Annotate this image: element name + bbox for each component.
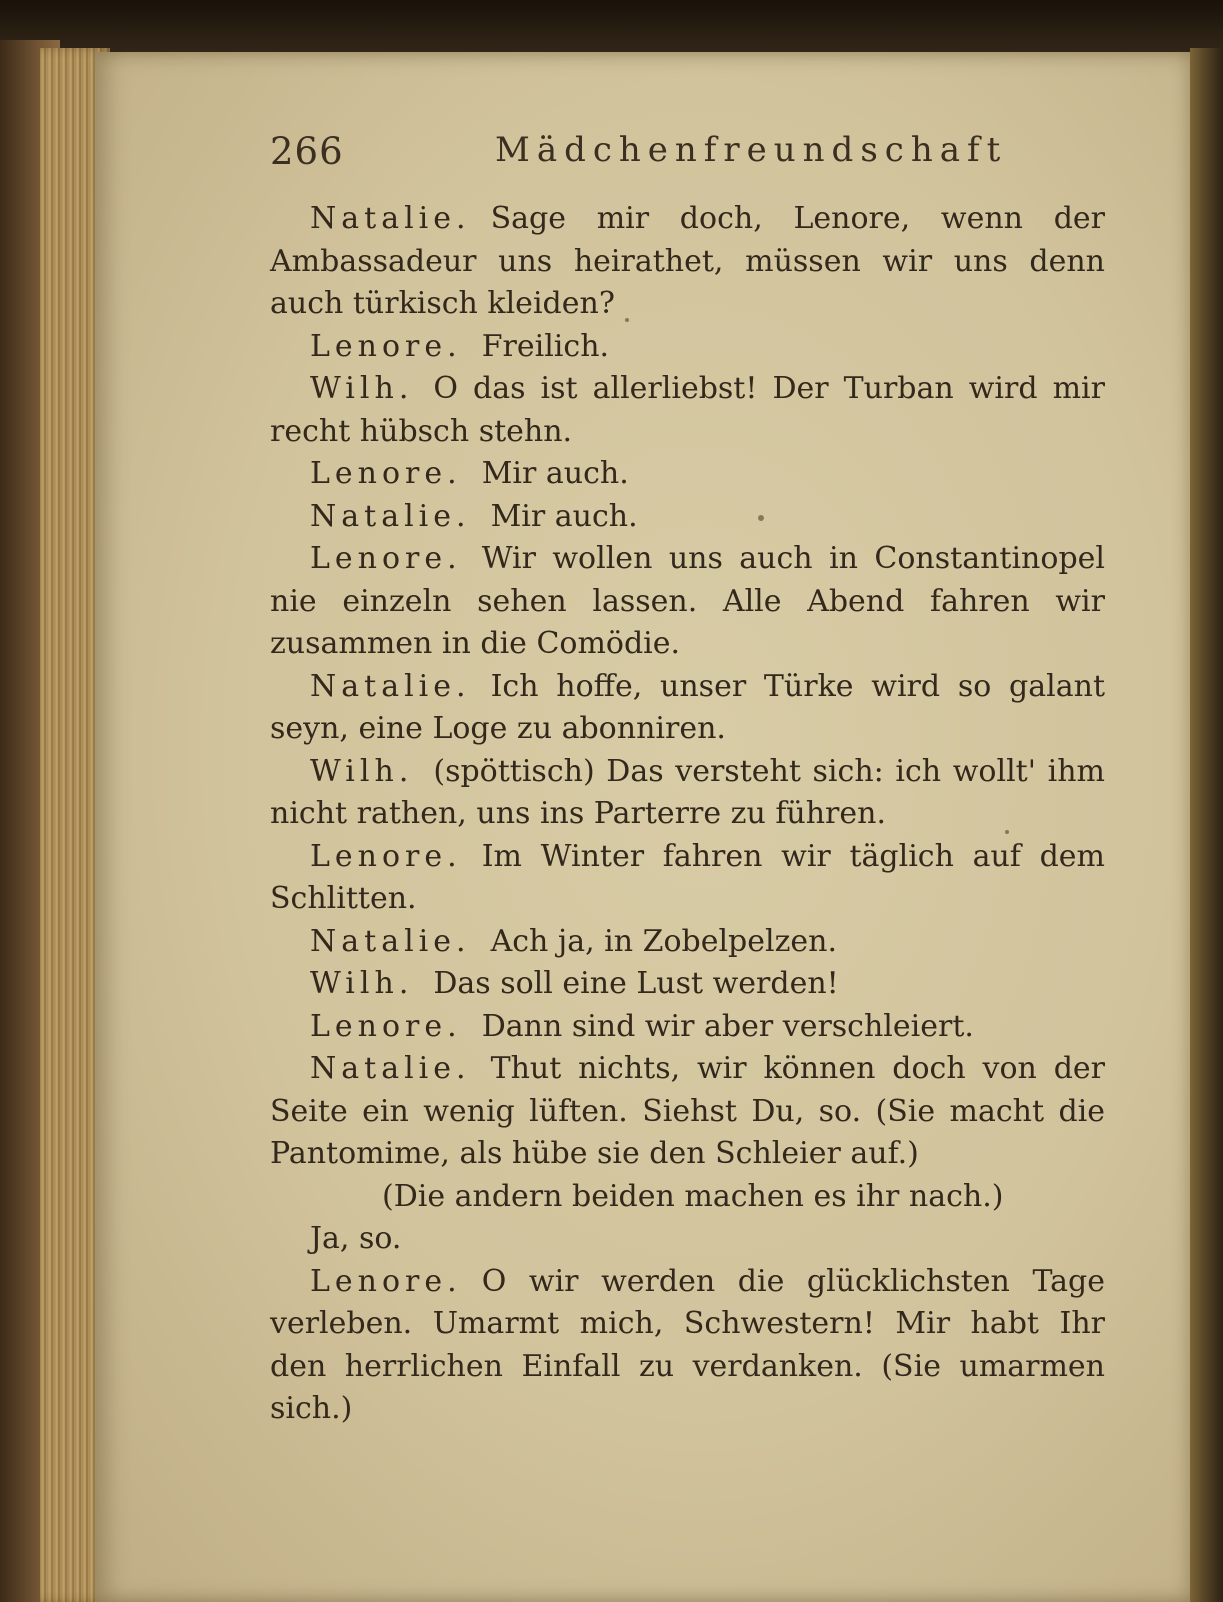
dialogue-line (270, 836, 1105, 921)
speech-text: Im Winter fahren wir täglich auf dem Schlitten. (270, 838, 1105, 916)
dialogue-line (270, 666, 1105, 751)
dialogue-line (270, 963, 1105, 1006)
speaker-name: Natalie. (310, 498, 471, 534)
speech-text: Wir wollen uns auch in Constantinopel nie einzeln sehen lassen. Alle Abend fahren wir zusammen in die Comödie. (270, 541, 1105, 661)
speech-text: O wir werden die glücklichsten Tage verleben. Umarmt mich, Schwestern! Mir habt Ihr den herrlichen Einfall zu verdanken. (Sie umarmen sich.) (270, 1263, 1105, 1426)
speech-text: Ja, so. (310, 1221, 402, 1256)
speaker-name: Lenore. (310, 328, 462, 364)
stage-direction (270, 1176, 1105, 1219)
dialogue-line (270, 496, 1105, 539)
speech-text: (spöttisch) Das versteht sich: ich wollt' ihm nicht rathen, uns ins Parterre zu führen. (270, 753, 1105, 831)
speaker-name: Lenore. (310, 838, 462, 874)
speech-text: Ach ja, in Zobelpelzen. (490, 923, 838, 959)
dialogue-line (270, 1048, 1105, 1176)
speaker-name: Wilh. (310, 753, 414, 789)
speaker-name: Lenore. (310, 1008, 462, 1044)
speech-text: Das soll eine Lust werden! (433, 966, 839, 1001)
dialogue-line (270, 921, 1105, 964)
speaker-name: Lenore. (310, 456, 462, 491)
speech-text: Mir auch. (481, 456, 629, 491)
page-number: 266 (270, 130, 344, 173)
stage-direction-text: (Die andern beiden machen es ihr nach.) (382, 1178, 1004, 1214)
speech-text: Dann sind wir aber verschleiert. (481, 1008, 974, 1044)
speaker-name: Natalie. (310, 1051, 471, 1086)
speech-text: O das ist allerliebst! Der Turban wird mir recht hübsch stehn. (270, 371, 1105, 449)
speaker-name: Natalie. (310, 923, 471, 959)
speech-text: Mir auch. (490, 498, 638, 534)
dialogue-line (270, 1218, 1105, 1261)
running-head: Mädchenfreundschaft (495, 130, 1008, 170)
speaker-name: Lenore. (310, 1263, 462, 1299)
speaker-name: Wilh. (310, 966, 414, 1001)
dialogue-line (270, 326, 1105, 369)
speaker-name: Natalie. (310, 668, 471, 704)
speech-text: Ich hoffe, unser Türke wird so galant seyn, eine Loge zu abonniren. (270, 668, 1105, 746)
dialogue-line (270, 751, 1105, 836)
dialogue-line (270, 1006, 1105, 1049)
page-header (270, 130, 1105, 180)
speech-text: Freilich. (481, 328, 610, 364)
speaker-name: Wilh. (310, 371, 414, 406)
speech-text: Sage mir doch, Lenore, wenn der Ambassadeur uns heirathet, müssen wir uns denn auch türkisch kleiden? (270, 201, 1105, 321)
page-gutter-shadow (1190, 48, 1223, 1602)
dialogue-line (270, 538, 1105, 666)
speaker-name: Lenore. (310, 541, 462, 576)
dialogue-line (270, 198, 1105, 326)
dialogue-line (270, 1261, 1105, 1431)
speaker-name: Natalie. (310, 201, 471, 236)
dialogue-line (270, 453, 1105, 496)
dialogue-text (270, 198, 1105, 1431)
dialogue-line (270, 368, 1105, 453)
speech-text: Thut nichts, wir können doch von der Seite ein wenig lüften. Siehst Du, so. (Sie macht die Pantomime, als hübe sie den Schleier auf.) (270, 1051, 1105, 1171)
